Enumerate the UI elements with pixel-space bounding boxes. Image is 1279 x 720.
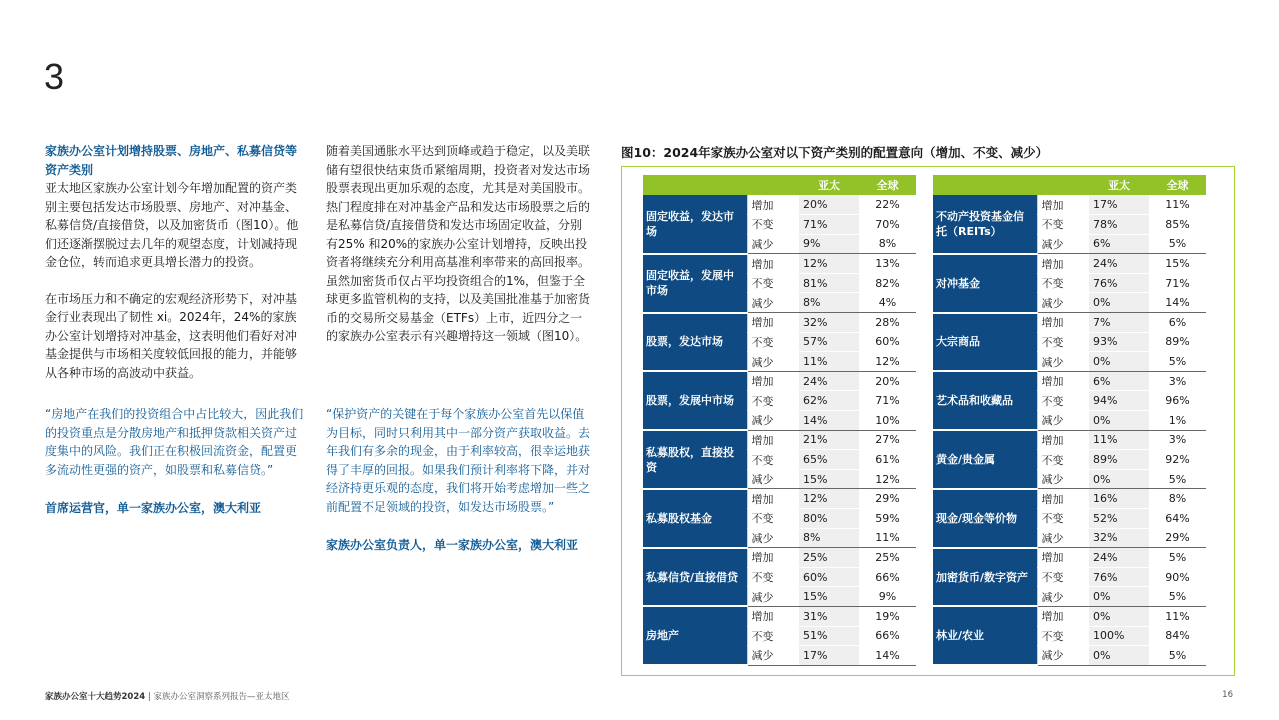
quote-attribution-1: 首席运营官，单一家族办公室，澳大利亚 [45, 501, 262, 515]
global-value-cell: 59% [859, 509, 916, 529]
apac-value-cell: 0% [1089, 606, 1149, 626]
apac-value-cell: 81% [799, 273, 859, 293]
category-cell: 黄金/贵金属 [933, 430, 1037, 489]
change-label-cell: 减少 [747, 352, 799, 372]
change-label-cell: 增加 [1037, 489, 1089, 509]
category-cell: 大宗商品 [933, 313, 1037, 372]
table-row [643, 371, 916, 391]
apac-value-cell: 32% [799, 313, 859, 333]
change-label-cell: 增加 [1037, 606, 1089, 626]
global-value-cell: 3% [1149, 371, 1206, 391]
change-label-cell: 不变 [1037, 567, 1089, 587]
global-value-cell: 71% [1149, 273, 1206, 293]
apac-value-cell: 14% [799, 411, 859, 431]
change-label-cell: 不变 [1037, 215, 1089, 235]
apac-value-cell: 6% [1089, 234, 1149, 254]
global-value-cell: 4% [859, 293, 916, 313]
apac-value-cell: 7% [1089, 313, 1149, 333]
quote-block-1 [45, 405, 307, 518]
allocation-table-left [643, 175, 916, 666]
table-row [933, 548, 1206, 568]
global-value-cell: 5% [1149, 548, 1206, 568]
apac-value-cell: 65% [799, 450, 859, 470]
change-label-cell: 增加 [747, 313, 799, 333]
global-value-cell: 11% [859, 528, 916, 548]
apac-value-cell: 89% [1089, 450, 1149, 470]
apac-value-cell: 57% [799, 332, 859, 352]
global-value-cell: 29% [1149, 528, 1206, 548]
apac-value-cell: 12% [799, 254, 859, 274]
change-label-cell: 增加 [1037, 548, 1089, 568]
apac-value-cell: 0% [1089, 469, 1149, 489]
header-blank [747, 175, 799, 195]
apac-value-cell: 32% [1089, 528, 1149, 548]
global-value-cell: 66% [859, 626, 916, 646]
apac-value-cell: 20% [799, 195, 859, 215]
global-value-cell: 5% [1149, 587, 1206, 607]
table-row [933, 430, 1206, 450]
change-label-cell: 减少 [1037, 528, 1089, 548]
apac-value-cell: 80% [799, 509, 859, 529]
change-label-cell: 不变 [747, 509, 799, 529]
global-value-cell: 29% [859, 489, 916, 509]
header-blank [643, 175, 747, 195]
left-text-column [45, 142, 307, 400]
global-value-cell: 70% [859, 215, 916, 235]
apac-value-cell: 24% [1089, 254, 1149, 274]
apac-value-cell: 11% [1089, 430, 1149, 450]
global-value-cell: 60% [859, 332, 916, 352]
apac-value-cell: 0% [1089, 587, 1149, 607]
paragraph-3: 随着美国通胀水平达到顶峰或趋于稳定，以及美联储有望很快结束货币紧缩周期，投资者对发达市场股票表现出更加乐观的态度，尤其是对美国股市。热门程度排在对冲基金产品和发达市场股票之后的是私募信贷/直接借贷和发达市场固定收益，分别有25% 和20%的家族办公室计划增持，反映出投资者将继续充分利用高基准利率带来的高回报率。虽然加密货币仅占平均投资组合的1%，但鉴于全球更多监管机构的支持，以及美国批准基于加密货币的交易所交易基金（ETFs）上市，近四分之一的家族办公室表示有兴趣增持这一领域（图10）。 [326, 144, 591, 343]
change-label-cell: 减少 [1037, 293, 1089, 313]
table-row [643, 195, 916, 215]
global-value-cell: 5% [1149, 469, 1206, 489]
apac-value-cell: 15% [799, 469, 859, 489]
global-value-cell: 12% [859, 352, 916, 372]
change-label-cell: 增加 [1037, 195, 1089, 215]
header-blank [933, 175, 1037, 195]
change-label-cell: 减少 [747, 234, 799, 254]
category-cell: 艺术品和收藏品 [933, 371, 1037, 430]
apac-value-cell: 24% [799, 371, 859, 391]
global-value-cell: 14% [859, 646, 916, 666]
change-label-cell: 不变 [1037, 332, 1089, 352]
global-value-cell: 10% [859, 411, 916, 431]
change-label-cell: 增加 [1037, 371, 1089, 391]
change-label-cell: 增加 [1037, 254, 1089, 274]
table-row [643, 489, 916, 509]
apac-value-cell: 8% [799, 528, 859, 548]
apac-value-cell: 11% [799, 352, 859, 372]
change-label-cell: 不变 [1037, 450, 1089, 470]
global-value-cell: 1% [1149, 411, 1206, 431]
header-global: 全球 [1149, 175, 1206, 195]
apac-value-cell: 100% [1089, 626, 1149, 646]
apac-value-cell: 15% [799, 587, 859, 607]
global-value-cell: 19% [859, 606, 916, 626]
global-value-cell: 85% [1149, 215, 1206, 235]
change-label-cell: 减少 [747, 293, 799, 313]
quote-attribution-2: 家族办公室负责人，单一家族办公室，澳大利亚 [326, 538, 579, 552]
apac-value-cell: 25% [799, 548, 859, 568]
change-label-cell: 增加 [747, 430, 799, 450]
global-value-cell: 13% [859, 254, 916, 274]
header-global: 全球 [859, 175, 916, 195]
apac-value-cell: 31% [799, 606, 859, 626]
header-blank [1037, 175, 1089, 195]
apac-value-cell: 62% [799, 391, 859, 411]
paragraph-2: 在市场压力和不确定的宏观经济形势下，对冲基金行业表现出了韧性 xi。2024年，24%的家族办公室计划增持对冲基金，这表明他们看好对冲基金提供与市场相关度较低回报的能力，并能够从各种市场的高波动中获益。 [45, 291, 298, 380]
change-label-cell: 不变 [1037, 509, 1089, 529]
table-row [933, 195, 1206, 215]
global-value-cell: 5% [1149, 646, 1206, 666]
header-apac: 亚太 [1089, 175, 1149, 195]
global-value-cell: 82% [859, 273, 916, 293]
table-row [933, 371, 1206, 391]
figure-title: 图10：2024年家族办公室对以下资产类别的配置意向（增加、不变、减少） [621, 145, 1049, 160]
global-value-cell: 8% [1149, 489, 1206, 509]
change-label-cell: 增加 [747, 548, 799, 568]
category-cell: 固定收益，发达市场 [643, 195, 747, 254]
global-value-cell: 61% [859, 450, 916, 470]
global-value-cell: 15% [1149, 254, 1206, 274]
quote-text-1: “房地产在我们的投资组合中占比较大，因此我们的投资重点是分散房地产和抵押贷款相关资产过度集中的风险。我们正在积极回流资金，配置更多流动性更强的资产，如股票和私募信贷。” [45, 407, 304, 477]
category-cell: 股票，发展中市场 [643, 371, 747, 430]
change-label-cell: 不变 [1037, 626, 1089, 646]
category-cell: 现金/现金等价物 [933, 489, 1037, 548]
change-label-cell: 减少 [747, 411, 799, 431]
category-cell: 私募股权基金 [643, 489, 747, 548]
change-label-cell: 减少 [747, 587, 799, 607]
change-label-cell: 不变 [747, 332, 799, 352]
global-value-cell: 6% [1149, 313, 1206, 333]
global-value-cell: 5% [1149, 352, 1206, 372]
apac-value-cell: 0% [1089, 352, 1149, 372]
global-value-cell: 84% [1149, 626, 1206, 646]
global-value-cell: 89% [1149, 332, 1206, 352]
category-cell: 林业/农业 [933, 606, 1037, 665]
apac-value-cell: 0% [1089, 646, 1149, 666]
quote-text-2: “保护资产的关键在于每个家族办公室首先以保值为目标，同时只利用其中一部分资产获取收益。去年我们有多余的现金，由于利率较高，很幸运地获得了丰厚的回报。如果我们预计利率将下降，并对经济持更乐观的态度，我们将开始考虑增加一些之前配置不足领域的投资，如发达市场股票。” [326, 407, 591, 514]
global-value-cell: 3% [1149, 430, 1206, 450]
apac-value-cell: 52% [1089, 509, 1149, 529]
category-cell: 不动产投资基金信托（REITs） [933, 195, 1037, 254]
category-cell: 加密货币/数字资产 [933, 548, 1037, 607]
global-value-cell: 11% [1149, 606, 1206, 626]
global-value-cell: 9% [859, 587, 916, 607]
change-label-cell: 增加 [747, 254, 799, 274]
change-label-cell: 不变 [747, 450, 799, 470]
global-value-cell: 14% [1149, 293, 1206, 313]
footer [45, 690, 289, 702]
category-cell: 固定收益，发展中市场 [643, 254, 747, 313]
table-row [643, 313, 916, 333]
footer-subtitle: | 家族办公室洞察系列报告—亚太地区 [147, 692, 290, 702]
global-value-cell: 12% [859, 469, 916, 489]
change-label-cell: 减少 [1037, 469, 1089, 489]
change-label-cell: 不变 [747, 626, 799, 646]
table-row [933, 313, 1206, 333]
apac-value-cell: 24% [1089, 548, 1149, 568]
change-label-cell: 减少 [1037, 352, 1089, 372]
global-value-cell: 25% [859, 548, 916, 568]
apac-value-cell: 0% [1089, 411, 1149, 431]
apac-value-cell: 76% [1089, 273, 1149, 293]
category-cell: 对冲基金 [933, 254, 1037, 313]
table-row [643, 606, 916, 626]
apac-value-cell: 17% [1089, 195, 1149, 215]
global-value-cell: 66% [859, 567, 916, 587]
change-label-cell: 不变 [747, 391, 799, 411]
change-label-cell: 增加 [747, 606, 799, 626]
apac-value-cell: 9% [799, 234, 859, 254]
change-label-cell: 减少 [1037, 411, 1089, 431]
page-section-number: 3 [44, 56, 65, 97]
paragraph-1: 亚太地区家族办公室计划今年增加配置的资产类别主要包括发达市场股票、房地产、对冲基金、私募信贷/直接借贷，以及加密货币（图10）。他们还逐渐摆脱过去几年的观望态度，计划减持现金仓位，转而追求更具增长潜力的投资。 [45, 181, 299, 269]
change-label-cell: 不变 [1037, 273, 1089, 293]
apac-value-cell: 17% [799, 646, 859, 666]
change-label-cell: 增加 [1037, 430, 1089, 450]
allocation-table-right [933, 175, 1206, 666]
change-label-cell: 减少 [1037, 587, 1089, 607]
table-row [643, 430, 916, 450]
change-label-cell: 增加 [747, 489, 799, 509]
apac-value-cell: 78% [1089, 215, 1149, 235]
apac-value-cell: 76% [1089, 567, 1149, 587]
apac-value-cell: 93% [1089, 332, 1149, 352]
global-value-cell: 5% [1149, 234, 1206, 254]
apac-value-cell: 6% [1089, 371, 1149, 391]
table-row [933, 606, 1206, 626]
change-label-cell: 增加 [747, 195, 799, 215]
section-heading: 家族办公室计划增持股票、房地产、私募信贷等资产类别 [45, 144, 298, 177]
apac-value-cell: 0% [1089, 293, 1149, 313]
global-value-cell: 28% [859, 313, 916, 333]
global-value-cell: 96% [1149, 391, 1206, 411]
change-label-cell: 不变 [1037, 391, 1089, 411]
apac-value-cell: 16% [1089, 489, 1149, 509]
table-row [933, 254, 1206, 274]
footer-page-number: 16 [1222, 690, 1233, 700]
apac-value-cell: 21% [799, 430, 859, 450]
quote-block-2 [326, 405, 590, 555]
footer-title: 家族办公室十大趋势2024 [45, 692, 146, 702]
change-label-cell: 增加 [1037, 313, 1089, 333]
change-label-cell: 不变 [747, 567, 799, 587]
global-value-cell: 11% [1149, 195, 1206, 215]
apac-value-cell: 94% [1089, 391, 1149, 411]
apac-value-cell: 8% [799, 293, 859, 313]
change-label-cell: 减少 [747, 528, 799, 548]
change-label-cell: 增加 [747, 371, 799, 391]
change-label-cell: 不变 [747, 273, 799, 293]
global-value-cell: 22% [859, 195, 916, 215]
change-label-cell: 减少 [747, 646, 799, 666]
global-value-cell: 27% [859, 430, 916, 450]
change-label-cell: 不变 [747, 215, 799, 235]
change-label-cell: 减少 [1037, 646, 1089, 666]
table-row [643, 548, 916, 568]
table-row [643, 254, 916, 274]
global-value-cell: 20% [859, 371, 916, 391]
category-cell: 股票，发达市场 [643, 313, 747, 372]
category-cell: 私募股权，直接投资 [643, 430, 747, 489]
apac-value-cell: 51% [799, 626, 859, 646]
global-value-cell: 92% [1149, 450, 1206, 470]
apac-value-cell: 71% [799, 215, 859, 235]
change-label-cell: 减少 [747, 469, 799, 489]
apac-value-cell: 12% [799, 489, 859, 509]
global-value-cell: 64% [1149, 509, 1206, 529]
change-label-cell: 减少 [1037, 234, 1089, 254]
global-value-cell: 90% [1149, 567, 1206, 587]
header-apac: 亚太 [799, 175, 859, 195]
global-value-cell: 8% [859, 234, 916, 254]
category-cell: 房地产 [643, 606, 747, 665]
table-row [933, 489, 1206, 509]
category-cell: 私募信贷/直接借贷 [643, 548, 747, 607]
global-value-cell: 71% [859, 391, 916, 411]
apac-value-cell: 60% [799, 567, 859, 587]
middle-text-column [326, 142, 590, 364]
